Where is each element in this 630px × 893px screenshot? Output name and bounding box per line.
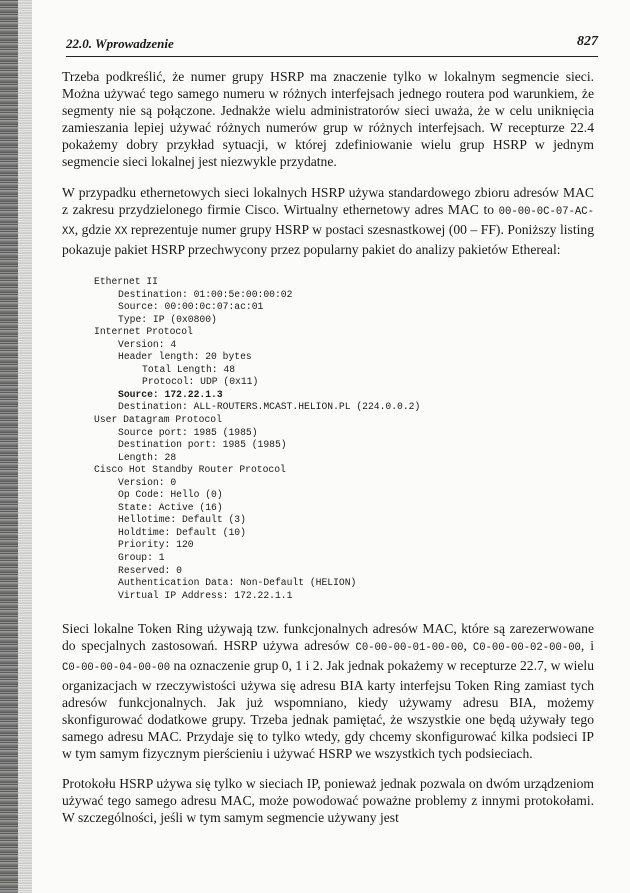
listing-line: Virtual IP Address: 172.22.1.1 xyxy=(118,589,293,601)
inline-code-mac: C0-00-00-01-00-00 xyxy=(355,642,464,655)
listing-line: Ethernet II xyxy=(94,276,158,287)
paragraph-text: , gdzie xyxy=(74,222,115,237)
listing-line: Source: 00:00:0c:07:ac:01 xyxy=(118,301,264,313)
page-body xyxy=(62,68,594,826)
paragraph-text: , i xyxy=(580,638,594,654)
listing-line: Internet Protocol xyxy=(94,326,193,338)
listing-line: Protocol: UDP (0x11) xyxy=(142,376,259,388)
listing-line: Header length: 20 bytes xyxy=(118,351,252,363)
listing-line: Destination: ALL-ROUTERS.MCAST.HELION.PL (224.0.0.2) xyxy=(118,401,421,413)
packet-listing xyxy=(94,276,594,602)
listing-line: Cisco Hot Standby Router Protocol xyxy=(94,464,286,476)
listing-line: Authentication Data: Non-Default (HELION) xyxy=(118,577,357,589)
book-binding-shadow xyxy=(0,0,18,893)
listing-line: Priority: 120 xyxy=(118,539,194,551)
running-title: 22.0. Wprowadzenie xyxy=(66,36,174,51)
listing-line: Holdtime: Default (10) xyxy=(118,526,246,538)
paragraph-ethernet-mac xyxy=(62,184,594,258)
listing-line: Hellotime: Default (3) xyxy=(118,514,246,526)
listing-line: Group: 1 xyxy=(118,552,165,564)
listing-line: User Datagram Protocol xyxy=(94,414,222,426)
listing-line: Source port: 1985 (1985) xyxy=(118,426,258,438)
listing-line xyxy=(94,389,594,402)
listing-line: Length: 28 xyxy=(118,451,177,463)
listing-line: Destination: 01:00:5e:00:00:02 xyxy=(118,288,293,300)
listing-line: State: Active (16) xyxy=(118,501,223,513)
listing-line: Destination port: 1985 (1985) xyxy=(118,439,287,451)
inline-code-xx: XX xyxy=(114,226,128,238)
listing-line: Total Length: 48 xyxy=(142,363,236,375)
paragraph-text: na oznaczenie grup 0, 1 i 2. Jak jednak pokażemy w recepturze 22.7, w wielu organizacjach w rzeczywistości używa się adresu BIA karty interfejsu Token Ring zamiast tych adresów funkcjonalnych. Jak już wspomniano, kiedy używamy adresu BIA, możemy skonfigurować dodatkowe grupy. Trzeba jednak pamiętać, że wszystkie one będą używały tego samego adresu MAC. Przydaje się to tylko wtedy, gdy chcemy skonfigurować kilka podsieci IP w tym samym fizycznym pierścieniu i używać HSRP we wszystkich tych podsieciach. xyxy=(62,658,594,762)
paragraph-text: Sieci lokalne Token Ring używają tzw. funkcjonalnych adresów MAC, które są zarezerwowane do specjalnych zastosowań. HSRP używa adresów xyxy=(62,621,594,654)
paragraph-hsrp-ip-only: Protokołu HSRP używa się tylko w sieciach IP, ponieważ jednak pozwala on dwóm urządzeniom używać tego samego adresu MAC, może powodować poważne problemy z innymi protokołami. W szczególności, jeśli w tym samym segmencie używany jest xyxy=(62,776,594,826)
paragraph-text: reprezentuje numer grupy HSRP w postaci szesnastkowej (00 – FF). Poniższy listing pokazuje pakiet HSRP przechwycony przez popularny pakiet do analizy pakietów Ethereal: xyxy=(62,222,594,257)
paragraph-text: , xyxy=(463,638,473,654)
listing-bold-source: Source: 172.22.1.3 xyxy=(118,388,223,400)
page-edge-shadow xyxy=(18,0,32,893)
page-header xyxy=(66,34,598,57)
paragraph-token-ring xyxy=(62,620,594,762)
listing-line: Type: IP (0x0800) xyxy=(118,313,217,325)
paragraph-text: W przypadku ethernetowych sieci lokalnych HSRP używa standardowego zbioru adresów MAC z zakresu przydzielonego firmie Cisco. Wirtualny ethernetowy adres MAC to xyxy=(62,185,594,217)
page-number: 827 xyxy=(577,34,598,49)
inline-code-mac: C0-00-00-02-00-00 xyxy=(472,642,581,655)
paragraph-hsrp-group-number: Trzeba podkreślić, że numer grupy HSRP ma znaczenie tylko w lokalnym segmencie sieci. Można używać tego samego numeru w różnych interfejsach jednego routera pod warunkiem, że segmenty nie są połączone. Jednakże wielu administratorów sieci uważa, że w celu uniknięcia zamieszania lepiej używać różnych numerów grup w różnych interfejsach. W recepturze 22.4 pokażemy dobry przykład sytuacji, w której zdefiniowanie wielu grup HSRP w jednym segmencie sieci lokalnej jest niezwykle przydatne. xyxy=(62,69,594,169)
inline-code-mac: 00-00-0C-07-AC-XX xyxy=(62,206,594,238)
inline-code-mac: C0-00-00-04-00-00 xyxy=(62,662,171,675)
listing-line: Reserved: 0 xyxy=(118,564,182,576)
listing-line: Version: 4 xyxy=(118,338,177,350)
listing-line: Op Code: Hello (0) xyxy=(118,489,223,501)
listing-line: Version: 0 xyxy=(118,476,177,488)
